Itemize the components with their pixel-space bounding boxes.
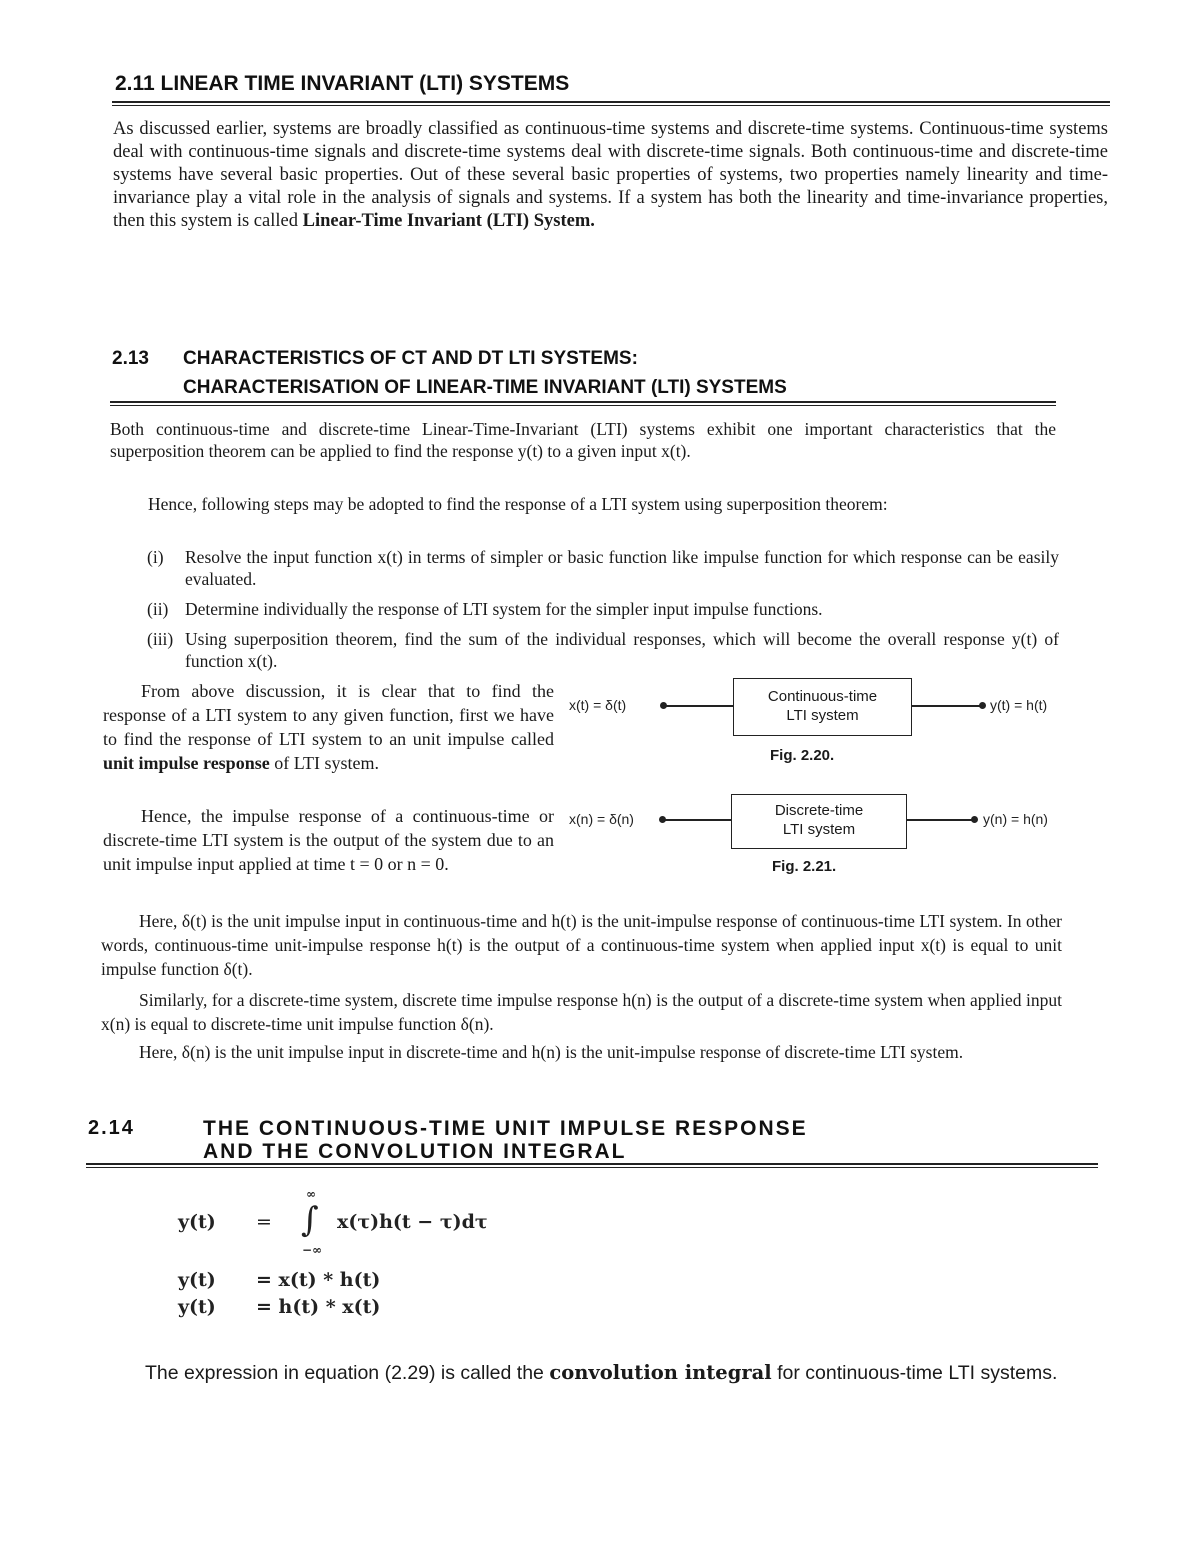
eq-3-rhs: = h(t) * x(t): [256, 1296, 381, 1318]
fig-2-20-output-label: y(t) = h(t): [990, 697, 1048, 713]
fig-2-21-input-line: [663, 819, 731, 821]
list-item: [147, 546, 1059, 590]
section-2-14-rule: [86, 1163, 1098, 1165]
section-2-13-number: 2.13: [112, 348, 149, 369]
steps-list: [147, 546, 1059, 672]
fig-2-21-output-dot: [971, 816, 978, 823]
para-3-text: From above discussion, it is clear that to find the response of a LTI system to any given function, first we have to find the response of LTI system to an unit impulse called: [103, 681, 554, 749]
eq-1-upper-limit: ∞: [306, 1187, 316, 1201]
section-2-13-heading-line2: CHARACTERISATION OF LINEAR-TIME INVARIANT (LTI) SYSTEMS: [183, 377, 787, 398]
section-2-13-paragraph-2: Hence, following steps may be adopted to find the response of a LTI system using superposition theorem:: [148, 494, 888, 514]
section-2-11-rule: [112, 101, 1110, 103]
section-2-14-heading-line1: THE CONTINUOUS-TIME UNIT IMPULSE RESPONSE: [203, 1117, 808, 1140]
fig-2-21-box-line1: Discrete-time: [774, 802, 864, 819]
section-2-11-rule-thin: [112, 105, 1110, 106]
step-text: Resolve the input function x(t) in terms of simpler or basic function like impulse function for which response can be easily evaluated.: [185, 547, 1059, 589]
list-item: [147, 598, 1059, 620]
step-number: (iii): [147, 629, 174, 649]
step-text: Determine individually the response of LTI system for the simpler input impulse functions.: [185, 599, 823, 619]
fig-2-20-box-line1: Continuous-time: [767, 688, 878, 705]
eq-1-rhs: x(τ)h(t − τ)dτ: [337, 1211, 488, 1233]
lti-system-term: Linear-Time Invariant (LTI) System.: [302, 211, 595, 231]
list-item: [147, 628, 1059, 672]
fig-2-21-output-line: [906, 819, 974, 821]
fig-2-20-input-label: x(t) = δ(t): [569, 697, 627, 713]
section-2-13-paragraph-4: Hence, the impulse response of a continuous-time or discrete-time LTI system is the output of the system due to an unit impulse input applied at time t = 0 or n = 0.: [103, 806, 554, 874]
fig-2-21-caption: Fig. 2.21.: [772, 858, 837, 875]
step-number: (i): [147, 547, 164, 567]
section-2-13-paragraph-3: [103, 679, 554, 775]
unit-impulse-response-term: unit impulse response: [103, 753, 270, 773]
section-2-14-number: 2.14: [88, 1117, 135, 1139]
fig-2-20-system-box: [733, 678, 912, 736]
step-text: Using superposition theorem, find the sum of the individual responses, which will become the overall response y(t) of function x(t).: [185, 629, 1059, 671]
section-2-11-text: As discussed earlier, systems are broadly classified as continuous-time systems and discrete-time systems. Continuous-time systems deal with continuous-time signals and discrete-time systems deal with discrete-time signals. Both continuous-time and discrete-time systems have several basic properties. Out of these several basic properties of systems, two properties namely linearity and time-invariance play a vital role in the analysis of signals and systems. If a system has both the linearity and time-invariance properties, then this system is called: [113, 119, 1108, 231]
convolution-integral-term: convolution integral: [549, 1361, 772, 1384]
section-2-14-rule-thin: [86, 1167, 1098, 1168]
eq-2-lhs: y(t): [178, 1269, 216, 1291]
fig-2-20-caption: Fig. 2.20.: [770, 747, 835, 764]
section-2-14-heading-line2: AND THE CONVOLUTION INTEGRAL: [203, 1140, 627, 1163]
section-2-14-paragraph: [103, 1359, 1098, 1387]
section-2-11-paragraph: [113, 118, 1108, 233]
section-2-13-paragraph-5: Here, δ(t) is the unit impulse input in continuous-time and h(t) is the unit-impulse response of continuous-time LTI system. In other words, continuous-time unit-impulse response h(t) is the output of a continuous-time system when applied input x(t) is equal to unit impulse function δ(t).: [101, 911, 1062, 979]
section-2-11-heading: 2.11 LINEAR TIME INVARIANT (LTI) SYSTEMS: [115, 72, 570, 95]
section-2-13-paragraph-6: Similarly, for a discrete-time system, discrete time impulse response h(n) is the output of a discrete-time system when applied input x(n) is equal to discrete-time unit impulse function δ(n).: [101, 990, 1062, 1034]
eq-1-lhs: y(t): [178, 1211, 216, 1233]
section-2-13-paragraph-1: Both continuous-time and discrete-time Linear-Time-Invariant (LTI) systems exhibit one important characteristics that the superposition theorem can be applied to find the response y(t) to a given input x(t).: [110, 419, 1056, 461]
fig-2-21-output-label: y(n) = h(n): [983, 811, 1048, 827]
fig-2-20-output-line: [911, 705, 982, 707]
eq-1-lower-limit: −∞: [302, 1243, 323, 1257]
fig-2-20-input-line: [664, 705, 733, 707]
fig-2-20-output-dot: [979, 702, 986, 709]
integral-symbol: ∫: [301, 1200, 319, 1240]
fig-2-21-input-label: x(n) = δ(n): [569, 811, 634, 827]
para-3-tail: of LTI system.: [269, 753, 380, 773]
section-2-13-rule: [110, 401, 1056, 403]
fig-2-20-box-line2: LTI system: [786, 707, 859, 724]
section-2-13-rule-thin: [110, 405, 1056, 406]
convolution-para-text: The expression in equation (2.29) is called the: [145, 1362, 550, 1384]
eq-1-equals: =: [256, 1211, 272, 1233]
fig-2-21-box-line2: LTI system: [782, 821, 856, 838]
fig-2-21-system-box: [731, 794, 907, 849]
eq-3-lhs: y(t): [178, 1296, 216, 1318]
section-2-13-heading-line1: CHARACTERISTICS OF CT AND DT LTI SYSTEMS:: [183, 348, 638, 369]
convolution-para-tail: for continuous-time LTI systems.: [771, 1362, 1058, 1384]
step-number: (ii): [147, 599, 169, 619]
eq-2-rhs: = x(t) * h(t): [256, 1269, 381, 1291]
section-2-13-paragraph-7: Here, δ(n) is the unit impulse input in discrete-time and h(n) is the unit-impulse response of discrete-time LTI system.: [139, 1042, 964, 1062]
